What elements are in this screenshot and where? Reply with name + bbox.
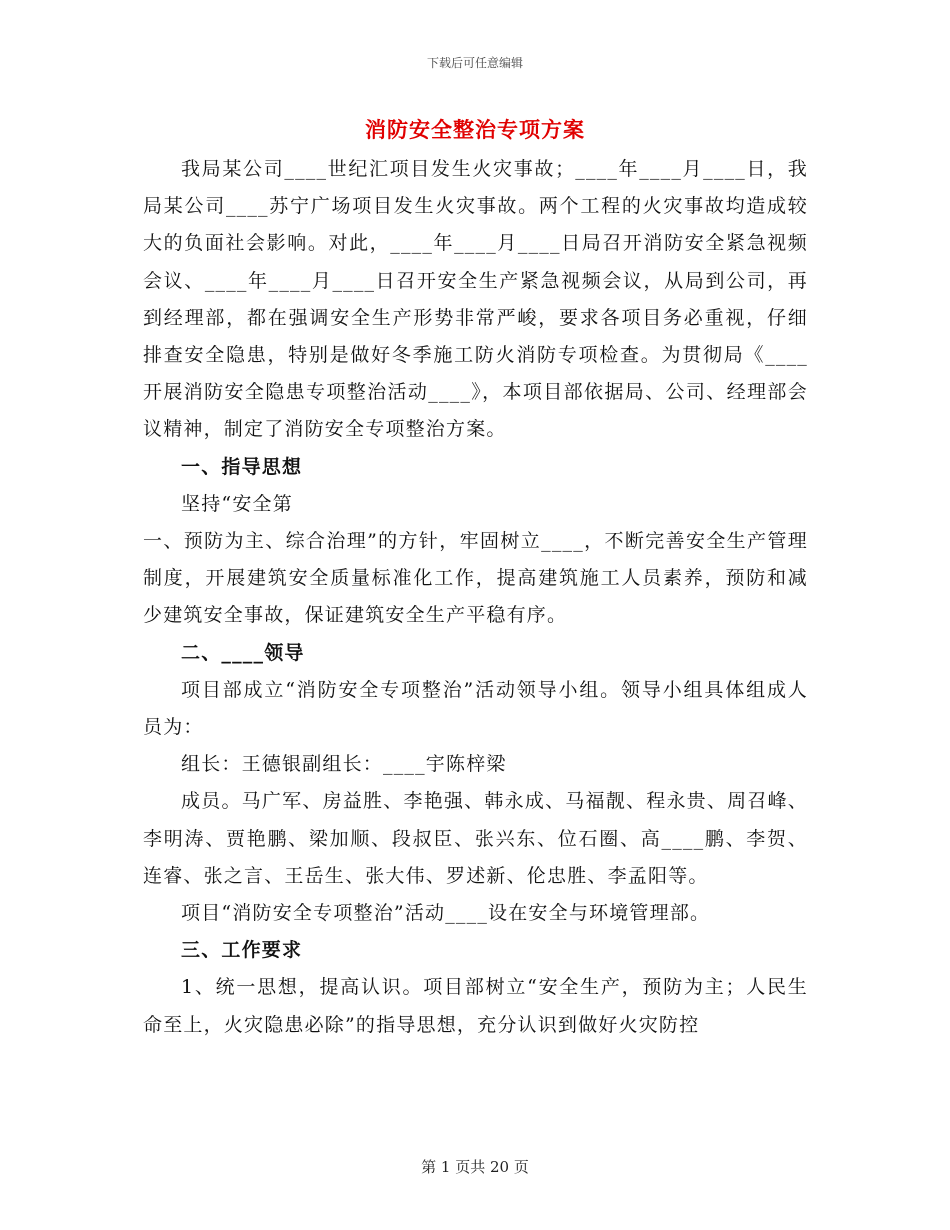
section-heading-work-requirements: 三、工作要求 (181, 939, 303, 962)
paragraph-office: 项目“消防安全专项整治”活动____设在安全与环境管理部。 (181, 902, 711, 925)
section-heading-guiding-ideology: 一、指导思想 (181, 455, 303, 478)
paragraph-members: 成员。马广军、房益胜、李艳强、韩永成、马福靓、程永贵、周召峰、李明涛、贾艳鹏、梁加顺、段叔臣、张兴东、位石圈、高____鹏、李贺、连睿、张之言、王岳生、张大伟、罗述新、伦忠胜、李孟阳等。 (143, 790, 808, 887)
page-footer: 第 1 页共 20 页 (421, 1158, 529, 1176)
paragraph-requirement-1: 1、统一思想，提高认识。项目部树立“安全生产，预防为主；人民生命至上，火灾隐患必除”的指导思想，充分认识到做好火灾防控 (143, 976, 808, 1036)
document-title: 消防安全整治专项方案 (365, 117, 585, 142)
paragraph-group-leader: 组长：王德银副组长：____宇陈梓梁 (181, 753, 507, 776)
page-header: 下载后可任意编辑 (426, 56, 523, 70)
paragraph-adhere: 坚持“安全第 (181, 492, 293, 515)
paragraph-intro: 我局某公司____世纪汇项目发生火灾事故；____年____月____日，我局某公司____苏宁广场项目发生火灾事故。两个工程的火灾事故均造成较大的负面社会影响。对此，____年____月____日局召开消防安全紧急视频会议、____年____月____日召开安全生产紧急视频会议，从局到公司，再到经理部，都在强调安全生产形势非常严峻，要求各项目务必重视，仔细排查安全隐患，特别是做好冬季施工防火消防专项检查。为贯彻局《____开展消防安全隐患专项整治活动____》，本项目部依据局、公司、经理部会议精神，制定了消防安全专项整治方案。 (143, 158, 808, 441)
section-heading-leadership: 二、____领导 (181, 641, 305, 664)
paragraph-leading-group: 项目部成立“消防安全专项整治”活动领导小组。领导小组具体组成人员为： (143, 678, 808, 739)
paragraph-policy: 一、预防为主、综合治理”的方针，牢固树立____，不断完善安全生产管理制度，开展建筑安全质量标准化工作，提高建筑施工人员素养，预防和减少建筑安全事故，保证建筑安全生产平稳有序。 (143, 530, 808, 627)
document-body (143, 151, 808, 1044)
